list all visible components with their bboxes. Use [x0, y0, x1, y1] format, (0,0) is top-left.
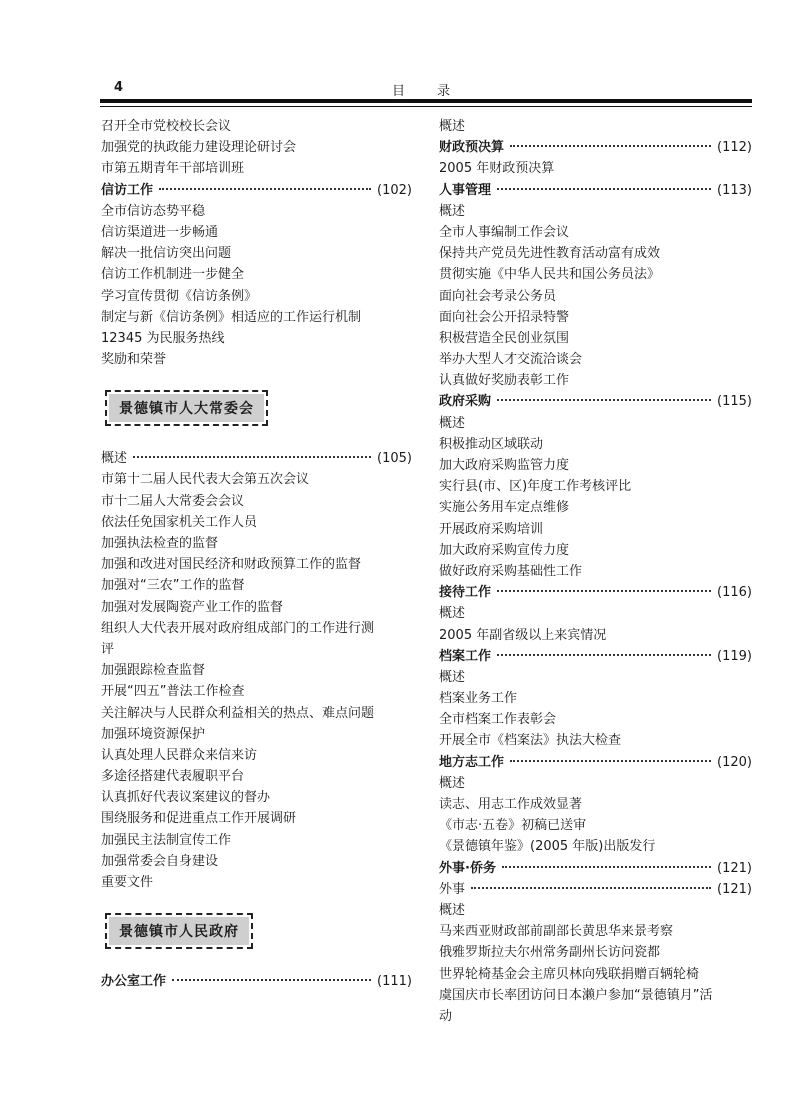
toc-entry[interactable]: 实施公务用车定点维修 — [439, 500, 570, 516]
toc-section-title: 人事管理 — [439, 182, 492, 198]
toc-page-number: (121) — [717, 860, 752, 876]
toc-entry[interactable]: 概述 — [439, 669, 466, 685]
toc-entry[interactable]: 认真抓好代表议案建议的督办 — [101, 790, 271, 806]
toc-entry[interactable]: 开展全市《档案法》执法大检查 — [439, 733, 622, 749]
toc-section-dangan[interactable] — [439, 646, 752, 667]
toc-entry[interactable]: 依法任免国家机关工作人员 — [101, 514, 258, 530]
toc-page-number: (121) — [717, 881, 752, 897]
toc-page-number: (105) — [377, 451, 412, 467]
toc-entry-wrapped[interactable]: 虞国庆市长率团访问日本濑户参加“景德镇月”活 — [439, 987, 713, 1003]
toc-entry[interactable]: 面向社会考录公务员 — [439, 288, 557, 304]
leader-dots — [471, 887, 711, 889]
leader-dots — [497, 590, 711, 592]
toc-section-title: 办公室工作 — [101, 974, 167, 990]
leader-dots — [133, 456, 371, 458]
toc-entry[interactable]: 做好政府采购基础性工作 — [439, 563, 583, 579]
toc-entry[interactable]: 举办大型人才交流洽谈会 — [439, 352, 583, 368]
toc-entry[interactable]: 市第十二届人民代表大会第五次会议 — [101, 472, 310, 488]
toc-entry[interactable]: 全市档案工作表彰会 — [439, 712, 557, 728]
leader-dots — [510, 145, 711, 147]
left-column — [101, 116, 412, 992]
chapter-banner-zhengfu — [101, 893, 412, 957]
toc-section-title: 档案工作 — [439, 648, 492, 664]
toc-page-number: (111) — [377, 974, 412, 990]
toc-entry[interactable]: 概述 — [439, 902, 466, 918]
toc-entry[interactable]: 积极推动区域联动 — [439, 436, 544, 452]
toc-entry[interactable]: 12345 为民服务热线 — [101, 330, 225, 346]
banner-frame — [105, 390, 268, 426]
toc-subsection-title: 外事 — [439, 881, 466, 897]
toc-entry-wrapped[interactable]: 组织人大代表开展对政府组成部门的工作进行测 — [101, 620, 375, 636]
toc-page-number: (119) — [717, 648, 752, 664]
toc-entry[interactable]: 全市人事编制工作会议 — [439, 224, 570, 240]
toc-entry[interactable]: 概述 — [439, 415, 466, 431]
toc-page-number: (115) — [717, 394, 752, 410]
toc-entry[interactable]: 实行县(市、区)年度工作考核评比 — [439, 479, 632, 495]
toc-section-caigou[interactable] — [439, 391, 752, 412]
toc-entry[interactable]: 档案业务工作 — [439, 691, 518, 707]
toc-entry[interactable]: 市十二届人大常委会会议 — [101, 493, 245, 509]
right-column — [439, 116, 752, 1027]
toc-entry[interactable]: 认真处理人民群众来信来访 — [101, 747, 258, 763]
toc-entry[interactable]: 召开全市党校校长会议 — [101, 119, 232, 134]
toc-entry[interactable]: 世界轮椅基金会主席贝林向残联捐赠百辆轮椅 — [439, 966, 700, 982]
leader-dots — [497, 654, 711, 656]
toc-entry[interactable]: 加强民主法制宣传工作 — [101, 832, 232, 848]
toc-entry[interactable]: 马来西亚财政部前副部长黄思华来景考察 — [439, 924, 674, 940]
leader-dots — [172, 979, 371, 981]
toc-entry[interactable]: 信访渠道进一步畅通 — [101, 224, 219, 240]
toc-entry[interactable]: 概述 — [439, 775, 466, 791]
toc-entry[interactable]: 加强跟踪检查监督 — [101, 663, 206, 679]
toc-page-number: (116) — [717, 585, 752, 601]
spacer — [101, 957, 412, 971]
toc-entry[interactable]: 加强对发展陶瓷产业工作的监督 — [101, 599, 284, 615]
toc-section-jiedai[interactable] — [439, 582, 752, 603]
toc-entry[interactable]: 围绕服务和促进重点工作开展调研 — [101, 811, 297, 827]
toc-section-title: 接待工作 — [439, 585, 492, 601]
toc-entry[interactable]: 多途径搭建代表履职平台 — [101, 769, 245, 785]
toc-section-title: 信访工作 — [101, 182, 154, 198]
toc-entry[interactable]: 保持共产党员先进性教育活动富有成效 — [439, 246, 661, 262]
toc-section-gaishu[interactable] — [101, 448, 412, 469]
header-rule-thin — [100, 106, 752, 107]
toc-entry[interactable]: 开展政府采购培训 — [439, 521, 544, 537]
leader-dots — [159, 188, 371, 190]
toc-page-number: (102) — [377, 182, 412, 198]
toc-page-number: (120) — [717, 754, 752, 770]
header-rule-thick — [100, 99, 752, 103]
toc-page-number: (113) — [717, 182, 752, 198]
toc-entry[interactable]: 制定与新《信访条例》相适应的工作运行机制 — [101, 309, 362, 325]
toc-entry[interactable]: 重要文件 — [101, 875, 154, 890]
toc-section-title: 外事·侨务 — [439, 860, 496, 876]
leader-dots — [497, 188, 711, 190]
toc-entry[interactable]: 加强环境资源保护 — [101, 726, 206, 742]
toc-entry[interactable]: 全市信访态势平稳 — [101, 203, 206, 219]
toc-entry[interactable]: 加强执法检查的监督 — [101, 536, 219, 551]
toc-entry[interactable]: 关注解决与人民群众利益相关的热点、难点问题 — [101, 705, 375, 721]
toc-entry[interactable]: 加强党的执政能力建设理论研讨会 — [101, 140, 297, 156]
toc-section-title: 政府采购 — [439, 394, 492, 410]
toc-section-xinfang[interactable] — [101, 180, 412, 201]
toc-section-title: 概述 — [101, 451, 128, 467]
chapter-title: 景德镇市人民政府 — [109, 917, 249, 945]
leader-dots — [510, 760, 711, 762]
toc-entry[interactable]: 学习宣传贯彻《信访条例》 — [101, 288, 258, 304]
toc-section-waishi-qiaowu[interactable] — [439, 858, 752, 879]
chapter-banner-renda — [101, 370, 412, 434]
header-title: 目 录 — [392, 84, 465, 99]
toc-entry[interactable]: 《市志·五卷》初稿已送审 — [439, 818, 587, 834]
toc-section-renshi[interactable] — [439, 180, 752, 201]
toc-entry[interactable]: 概述 — [439, 119, 466, 134]
toc-entry[interactable]: 读志、用志工作成效显著 — [439, 797, 583, 812]
leader-dots — [502, 866, 711, 868]
toc-section-bangongshi[interactable] — [101, 971, 412, 992]
toc-entry[interactable]: 加大政府采购监管力度 — [439, 458, 570, 473]
toc-entry[interactable]: 加大政府采购宣传力度 — [439, 542, 570, 558]
toc-subsection-waishi[interactable] — [439, 879, 752, 900]
toc-entry[interactable]: 奖励和荣誉 — [101, 352, 167, 368]
toc-entry[interactable]: 加强和改进对国民经济和财政预算工作的监督 — [101, 557, 362, 573]
page-number: 4 — [114, 80, 124, 95]
toc-entry[interactable]: 面向社会公开招录特警 — [439, 309, 570, 325]
toc-entry[interactable]: 贯彻实施《中华人民共和国公务员法》 — [439, 267, 661, 283]
banner-frame — [105, 913, 253, 949]
toc-section-difangzhi[interactable] — [439, 752, 752, 773]
toc-section-caizheng[interactable] — [439, 137, 752, 158]
toc-entry[interactable]: 俄雅罗斯拉夫尔州常务副州长访问瓷都 — [439, 945, 661, 961]
toc-entry[interactable]: 市第五期青年干部培训班 — [101, 161, 245, 177]
toc-entry[interactable]: 加强对“三农”工作的监督 — [101, 578, 245, 594]
toc-entry[interactable]: 开展“四五”普法工作检查 — [101, 684, 245, 700]
spacer — [101, 434, 412, 448]
toc-entry-wrapped-cont[interactable]: 动 — [439, 1008, 453, 1024]
chapter-title: 景德镇市人大常委会 — [109, 394, 264, 422]
toc-section-title: 财政预决算 — [439, 140, 505, 156]
toc-entry[interactable]: 积极营造全民创业氛围 — [439, 330, 570, 346]
toc-entry[interactable]: 认真做好奖励表彰工作 — [439, 373, 570, 389]
toc-entry-wrapped-cont[interactable]: 评 — [101, 641, 115, 657]
toc-entry[interactable]: 加强常委会自身建设 — [101, 853, 219, 869]
toc-section-title: 地方志工作 — [439, 754, 505, 770]
toc-entry[interactable]: 概述 — [439, 606, 466, 622]
toc-entry[interactable]: 信访工作机制进一步健全 — [101, 267, 245, 283]
leader-dots — [497, 399, 711, 401]
toc-entry[interactable]: 2005 年财政预决算 — [439, 161, 555, 177]
toc-entry[interactable]: 解决一批信访突出问题 — [101, 246, 232, 262]
toc-entry[interactable]: 《景德镇年鉴》(2005 年版)出版发行 — [439, 839, 656, 855]
toc-entry[interactable]: 2005 年副省级以上来宾情况 — [439, 627, 607, 643]
toc-entry[interactable]: 概述 — [439, 203, 466, 219]
toc-page-number: (112) — [717, 140, 752, 156]
